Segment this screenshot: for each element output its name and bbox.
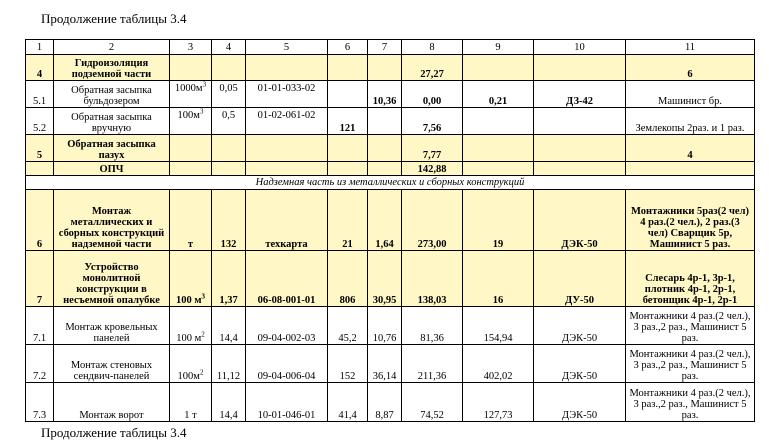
- cell-col7: 10,76: [368, 307, 402, 345]
- row-number: 6: [26, 190, 54, 251]
- row-number: 7.2: [26, 345, 54, 383]
- machine-cell: [534, 162, 626, 176]
- code-cell: техкарта: [246, 190, 328, 251]
- table-row: [26, 383, 755, 422]
- code-cell: [246, 135, 328, 162]
- machine-cell: [534, 108, 626, 135]
- cell-col7: [368, 162, 402, 176]
- quantity-cell: 132: [212, 190, 246, 251]
- cell-col8: 7,56: [402, 108, 463, 135]
- header-cell: 9: [463, 40, 534, 55]
- quantity-cell: 1,37: [212, 251, 246, 307]
- quantity-cell: 14,4: [212, 307, 246, 345]
- header-row: [26, 40, 755, 55]
- unit-text: 100 м: [176, 333, 202, 344]
- table-row: [26, 251, 755, 307]
- row-number: 7: [26, 251, 54, 307]
- table-row: [26, 108, 755, 135]
- workers-cell: Слесарь 4р-1, 3р-1, плотник 4р-1, 2р-1, бетонщик 4р-1, 2р-1: [626, 251, 755, 307]
- quantity-cell: [212, 135, 246, 162]
- code-cell: 01-02-061-02: [246, 108, 328, 135]
- cell-col9: [463, 55, 534, 81]
- cell-col7: [368, 135, 402, 162]
- cell-col9: [463, 162, 534, 176]
- cell-col7: 1,64: [368, 190, 402, 251]
- cell-col9: 0,21: [463, 81, 534, 108]
- unit-text: 100м: [177, 110, 200, 121]
- header-cell: 6: [328, 40, 368, 55]
- unit-exponent: 3: [202, 80, 207, 89]
- cell-col6: [328, 135, 368, 162]
- cell-col6: 152: [328, 345, 368, 383]
- cell-col7: 8,87: [368, 383, 402, 422]
- machine-cell: ДЗ-42: [534, 81, 626, 108]
- unit-text: 100 м: [175, 295, 202, 306]
- cell-col8: 211,36: [402, 345, 463, 383]
- unit-exponent: 2: [199, 368, 204, 377]
- table-row: [26, 345, 755, 383]
- cell-col8: 0,00: [402, 81, 463, 108]
- header-cell: 3: [170, 40, 212, 55]
- header-cell: 4: [212, 40, 246, 55]
- workers-cell: Монтажники 4 раз.(2 чел.), 3 раз.,2 раз., Машинист 5 раз.: [626, 345, 755, 383]
- cell-col6: [328, 162, 368, 176]
- code-cell: 10-01-046-01: [246, 383, 328, 422]
- row-number: 4: [26, 55, 54, 81]
- code-cell: 06-08-001-01: [246, 251, 328, 307]
- cell-col8: 74,52: [402, 383, 463, 422]
- machine-cell: ДЭК-50: [534, 190, 626, 251]
- workers-cell: 6: [626, 55, 755, 81]
- header-cell: 2: [54, 40, 170, 55]
- cell-col9: 19: [463, 190, 534, 251]
- row-number: 5.1: [26, 81, 54, 108]
- workers-cell: [626, 162, 755, 176]
- work-name: Гидроизоляция подземной части: [54, 55, 170, 81]
- header-cell: 11: [626, 40, 755, 55]
- cell-col7: 30,95: [368, 251, 402, 307]
- cell-col7: [368, 108, 402, 135]
- cell-col8: 138,03: [402, 251, 463, 307]
- work-name: Устройство монолитной конструкции в несъемной опалубке: [54, 251, 170, 307]
- workers-cell: Землекопы 2раз. и 1 раз.: [626, 108, 755, 135]
- cell-col7: [368, 55, 402, 81]
- table-row: [26, 81, 755, 108]
- code-cell: 09-04-006-04: [246, 345, 328, 383]
- header-cell: 5: [246, 40, 328, 55]
- cell-col6: 121: [328, 108, 368, 135]
- cell-col6: 21: [328, 190, 368, 251]
- table-row: [26, 190, 755, 251]
- unit-cell: [170, 307, 212, 345]
- workers-cell: Монтажники 4 раз.(2 чел.), 3 раз.,2 раз., Машинист 5 раз.: [626, 307, 755, 345]
- header-cell: 7: [368, 40, 402, 55]
- header-cell: 8: [402, 40, 463, 55]
- cell-col8: 273,00: [402, 190, 463, 251]
- cell-col6: 41,4: [328, 383, 368, 422]
- unit-cell: [170, 55, 212, 81]
- row-number: 5.2: [26, 108, 54, 135]
- machine-cell: ДУ-50: [534, 251, 626, 307]
- unit-text: 100м: [177, 371, 200, 382]
- unit-cell: [170, 345, 212, 383]
- cell-col9: 16: [463, 251, 534, 307]
- table-caption-top: Продолжение таблицы 3.4: [41, 11, 187, 26]
- code-cell: 09-04-002-03: [246, 307, 328, 345]
- work-name: ОПЧ: [54, 162, 170, 176]
- table-caption-bottom: Продолжение таблицы 3.4: [41, 425, 187, 440]
- code-cell: 01-01-033-02: [246, 81, 328, 108]
- cell-col7: 36,14: [368, 345, 402, 383]
- quantity-cell: [212, 162, 246, 176]
- machine-cell: ДЭК-50: [534, 383, 626, 422]
- unit-cell: [170, 81, 212, 108]
- unit-cell: 1 т: [170, 383, 212, 422]
- cell-col8: 27,27: [402, 55, 463, 81]
- work-name: Монтаж стеновых сендвич-панелей: [54, 345, 170, 383]
- unit-cell: [170, 108, 212, 135]
- unit-exponent: 3: [199, 107, 204, 116]
- unit-cell: [170, 135, 212, 162]
- workers-cell: Машинист бр.: [626, 81, 755, 108]
- cell-col9: 402,02: [463, 345, 534, 383]
- machine-cell: ДЭК-50: [534, 345, 626, 383]
- row-number: [26, 162, 54, 176]
- unit-cell: [170, 162, 212, 176]
- code-cell: [246, 162, 328, 176]
- machine-cell: [534, 55, 626, 81]
- cell-col6: 806: [328, 251, 368, 307]
- unit-cell: [170, 251, 212, 307]
- cell-col7: 10,36: [368, 81, 402, 108]
- cell-col6: 45,2: [328, 307, 368, 345]
- cell-col9: 154,94: [463, 307, 534, 345]
- header-cell: 1: [26, 40, 54, 55]
- unit-exponent: 3: [201, 292, 206, 301]
- cell-col8: 7,77: [402, 135, 463, 162]
- workers-cell: Монтажники 5раз(2 чел) 4 раз.(2 чел.), 2 раз.(3 чел) Сварщик 5р, Машинист 5 раз.: [626, 190, 755, 251]
- cell-col8: 81,36: [402, 307, 463, 345]
- work-schedule-table: [25, 39, 755, 422]
- cell-col9: [463, 108, 534, 135]
- cell-col9: 127,73: [463, 383, 534, 422]
- quantity-cell: 0,5: [212, 108, 246, 135]
- row-number: 7.3: [26, 383, 54, 422]
- table-row-total: [26, 162, 755, 176]
- quantity-cell: 14,4: [212, 383, 246, 422]
- cell-col6: [328, 81, 368, 108]
- table-row: [26, 55, 755, 81]
- work-name: Монтаж кровельных панелей: [54, 307, 170, 345]
- workers-cell: 4: [626, 135, 755, 162]
- quantity-cell: 0,05: [212, 81, 246, 108]
- table-row: [26, 135, 755, 162]
- header-cell: 10: [534, 40, 626, 55]
- unit-text: 1000м: [174, 83, 203, 94]
- code-cell: [246, 55, 328, 81]
- work-name: Обратная засыпка вручную: [54, 108, 170, 135]
- machine-cell: ДЭК-50: [534, 307, 626, 345]
- work-name: Обратная засыпка бульдозером: [54, 81, 170, 108]
- cell-col6: [328, 55, 368, 81]
- workers-cell: Монтажники 4 раз.(2 чел.), 3 раз.,2 раз., Машинист 5 раз.: [626, 383, 755, 422]
- cell-col8: 142,88: [402, 162, 463, 176]
- cell-col9: [463, 135, 534, 162]
- section-title: Надземная часть из металлических и сборных конструкций: [26, 176, 755, 190]
- machine-cell: [534, 135, 626, 162]
- unit-cell: т: [170, 190, 212, 251]
- row-number: 5: [26, 135, 54, 162]
- work-name: Монтаж металлических и сборных конструкций надземной части: [54, 190, 170, 251]
- unit-exponent: 2: [201, 330, 205, 339]
- quantity-cell: [212, 55, 246, 81]
- work-name: Обратная засыпка пазух: [54, 135, 170, 162]
- quantity-cell: 11,12: [212, 345, 246, 383]
- row-number: 7.1: [26, 307, 54, 345]
- work-name: Монтаж ворот: [54, 383, 170, 422]
- table-row: [26, 307, 755, 345]
- section-row: [26, 176, 755, 190]
